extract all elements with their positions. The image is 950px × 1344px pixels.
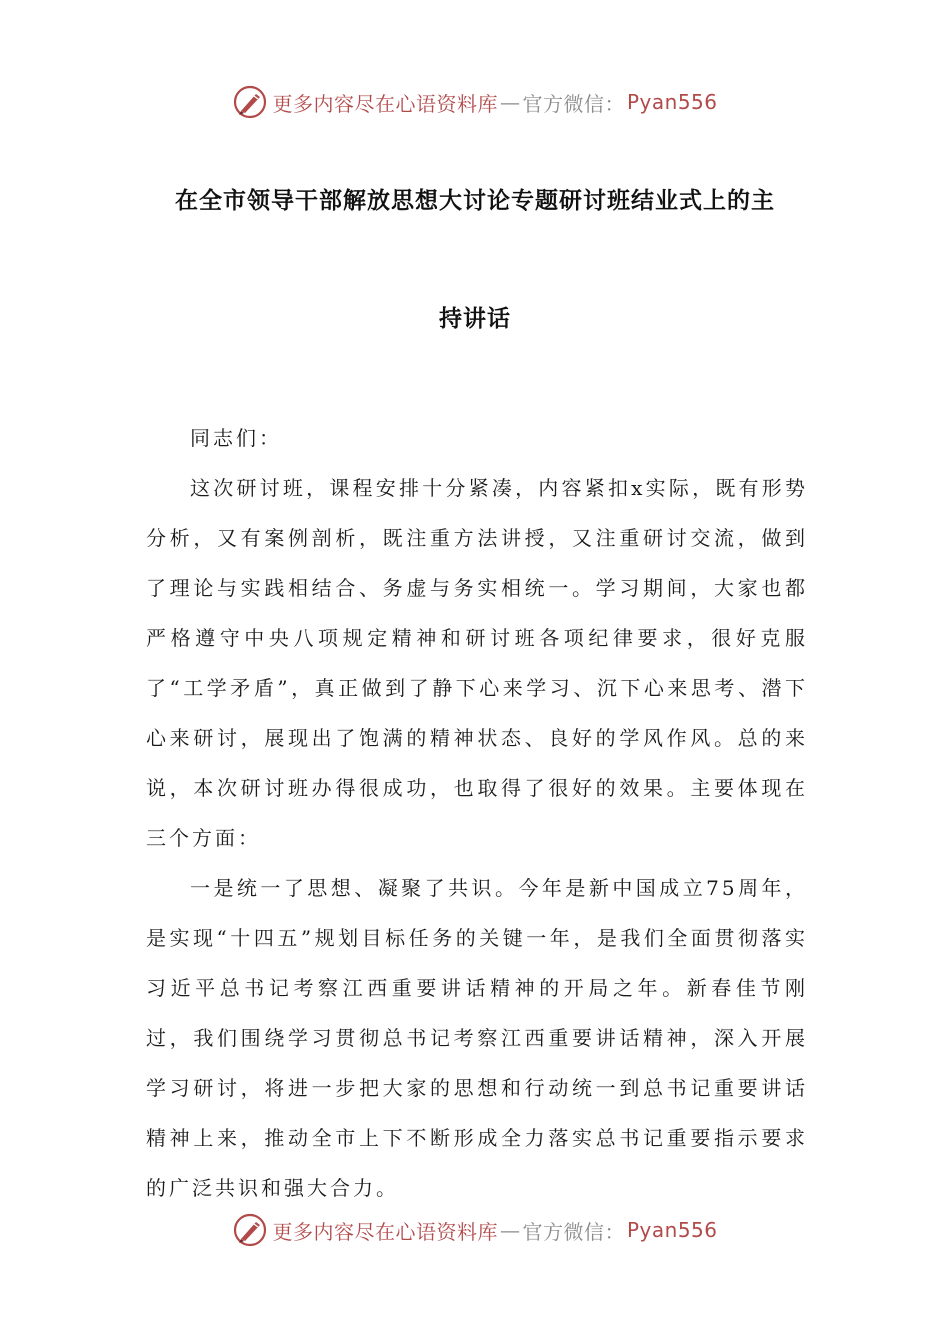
- document-title-line2: 持讲话: [439, 305, 511, 332]
- banner-wechat-id: Pyan556: [626, 90, 718, 114]
- banner-label: 官方微信：: [522, 1219, 625, 1244]
- banner-wechat-id: Pyan556: [626, 1218, 718, 1242]
- document-title-line1: 在全市领导干部解放思想大讨论专题研讨班结业式上的主: [175, 187, 775, 214]
- banner-label: 官方微信：: [522, 91, 625, 116]
- greeting: 同志们：: [190, 426, 282, 450]
- pen-logo-icon: [232, 1212, 268, 1248]
- banner-separator: —: [499, 90, 521, 114]
- banner-text: 更多内容尽在心语资料库: [272, 91, 498, 116]
- pen-logo-icon: [232, 84, 268, 120]
- paragraph: 一是统一了思想、凝聚了共识。今年是新中国成立75周年，是实现“十四五”规划目标任务的关键一年，是我们全面贯彻落实习近平总书记考察江西重要讲话精神的开局之年。新春佳节刚过，我们围绕学习贯彻总书记考察江西重要讲话精神，深入开展学习研讨，将进一步把大家的思想和行动统一到总书记重要讲话精神上来，推动全市上下不断形成全力落实总书记重要指示要求的广泛共识和强大合力。: [146, 876, 808, 1200]
- document-body: [146, 413, 808, 1213]
- banner-separator: —: [499, 1218, 521, 1242]
- banner-text: 更多内容尽在心语资料库: [272, 1219, 498, 1244]
- paragraph: 这次研讨班，课程安排十分紧凑，内容紧扣x实际，既有形势分析，又有案例剖析，既注重方法讲授，又注重研讨交流，做到了理论与实践相结合、务虚与务实相统一。学习期间，大家也都严格遵守中央八项规定精神和研讨班各项纪律要求，很好克服了“工学矛盾”，真正做到了静下心来学习、沉下心来思考、潜下心来研讨，展现出了饱满的精神状态、良好的学风作风。总的来说，本次研讨班办得很成功，也取得了很好的效果。主要体现在三个方面：: [146, 476, 808, 850]
- footer-banner: [0, 1210, 950, 1250]
- header-banner: [0, 82, 950, 122]
